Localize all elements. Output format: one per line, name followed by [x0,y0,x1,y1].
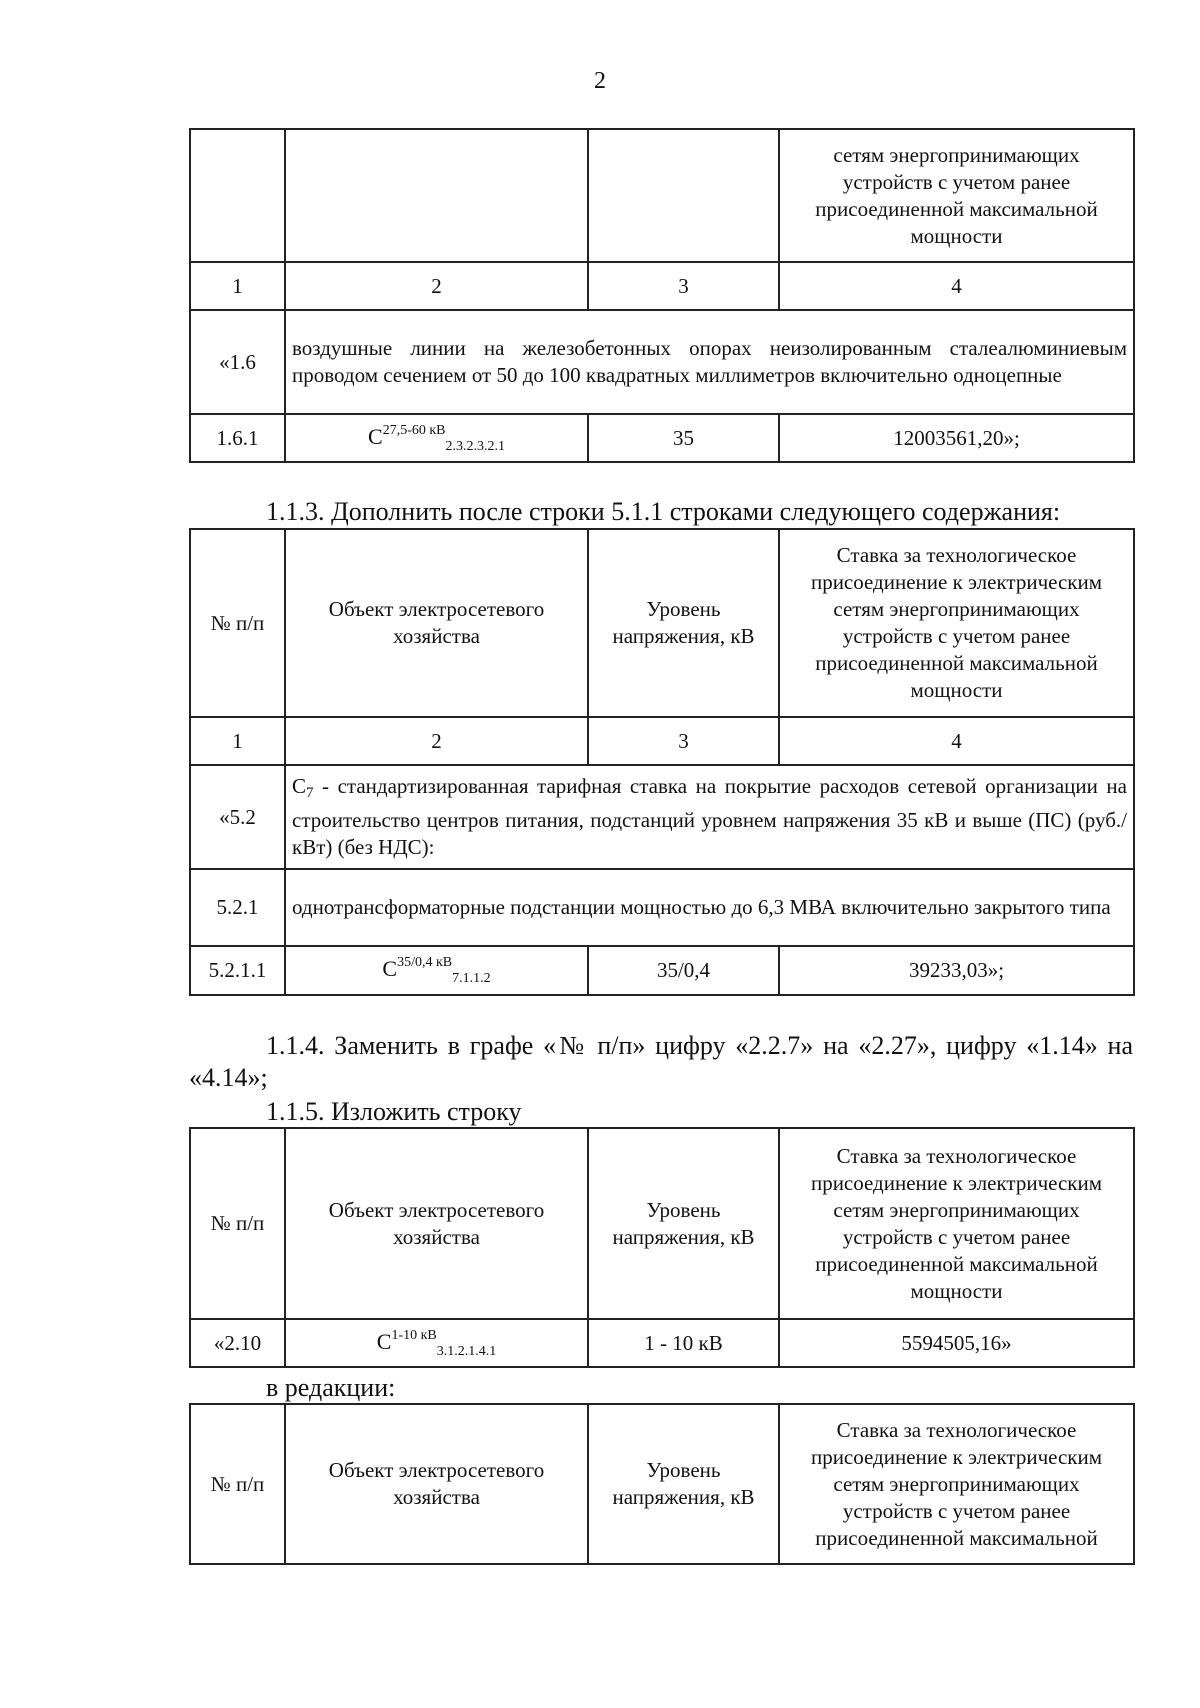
formula-cell [285,1319,588,1367]
column-number: 2 [285,717,588,765]
column-number-row [190,717,1134,765]
column-number-row [190,262,1134,310]
c-subscript: 7 [306,785,314,801]
rate-cell: 5594505,16» [779,1319,1134,1367]
voltage-cell: 35/0,4 [588,946,779,995]
table-replace-row [189,1127,1135,1368]
header-voltage: Уровень напряжения, кВ [588,1404,779,1564]
formula-cell [285,414,588,462]
header-rate: Ставка за технологическое присоединение к электрическим сетям энергопринимающих устройств с учетом ранее присоединенной максимальной мощности [779,1128,1134,1319]
column-number: 1 [190,717,285,765]
header-row [190,1404,1134,1564]
formula-sub: 2.3.2.3.2.1 [445,438,505,454]
header-rate: Ставка за технологическое присоединение к электрическим сетям энергопринимающих устройств с учетом ранее присоединенной максимальной [779,1404,1134,1564]
header-object: Объект электросетевого хозяйства [285,1128,588,1319]
header-empty-cell [588,129,779,262]
paragraph-1-1-3: 1.1.3. Дополнить после строки 5.1.1 строками следующего содержания: [266,497,1061,526]
column-number: 1 [190,262,285,310]
c-letter: С [292,774,307,798]
column-number: 2 [285,262,588,310]
row-number: 1.6.1 [190,414,285,462]
formula-base: С [368,423,383,449]
header-object: Объект электросетевого хозяйства [285,1404,588,1564]
header-row [190,529,1134,717]
header-voltage: Уровень напряжения, кВ [588,1128,779,1319]
table-additions [189,528,1135,996]
row-number: 5.2.1 [190,869,285,946]
voltage-cell: 1 - 10 кВ [588,1319,779,1367]
paragraph-in-redaction: в редакции: [266,1373,396,1402]
section-description: воздушные линии на железобетонных опорах неизолированным сталеалюминиевым проводом сечением от 50 до 100 квадратных миллиметров включительно одноцепные [285,310,1134,414]
data-row [190,414,1134,462]
header-empty-cell [285,129,588,262]
table-new-edition [189,1403,1135,1565]
section-row [190,310,1134,414]
rate-cell: 39233,03»; [779,946,1134,995]
table-row [190,129,1134,262]
header-num: № п/п [190,529,285,717]
column-number: 4 [779,262,1134,310]
row-number: «1.6 [190,310,285,414]
rate-cell: 12003561,20»; [779,414,1134,462]
table-continuation [189,128,1135,463]
subsection-row [190,869,1134,946]
section-row [190,765,1134,869]
column-number: 3 [588,717,779,765]
header-num: № п/п [190,1404,285,1564]
section-description [285,765,1134,869]
paragraph-1-1-5: 1.1.5. Изложить строку [266,1097,522,1126]
row-number: 5.2.1.1 [190,946,285,995]
header-rate-cell: сетям энергопринимающих устройств с учетом ранее присоединенной максимальной мощности [779,129,1134,262]
header-empty-cell [190,129,285,262]
header-voltage: Уровень напряжения, кВ [588,529,779,717]
column-number: 3 [588,262,779,310]
subsection-description: однотрансформаторные подстанции мощностью до 6,3 МВА включительно закрытого типа [285,869,1134,946]
paragraph-1-1-4: 1.1.4. Заменить в графе «№ п/п» цифру «2.2.7» на «2.27», цифру «1.14» на «4.14»; [189,1031,1133,1092]
row-number: «5.2 [190,765,285,869]
voltage-cell: 35 [588,414,779,462]
header-num: № п/п [190,1128,285,1319]
formula-sup: 1-10 кВ [391,1327,437,1343]
formula-base: С [382,956,398,981]
header-object: Объект электросетевого хозяйства [285,529,588,717]
formula-base: С [376,1328,392,1354]
formula-sub: 3.1.2.1.4.1 [436,1343,497,1359]
formula-sub: 7.1.1.2 [452,971,491,986]
data-row [190,1319,1134,1367]
header-rate: Ставка за технологическое присоединение к электрическим сетям энергопринимающих устройств с учетом ранее присоединенной максимальной мощности [779,529,1134,717]
formula-sup: 35/0,4 кВ [397,955,453,970]
section-text: - стандартизированная тарифная ставка на покрытие расходов сетевой организации на строительство центров питания, подстанций уровнем напряжения 35 кВ и выше (ПС) (руб./кВт) (без НДС): [292,774,1127,859]
formula-sup: 27,5-60 кВ [382,422,446,438]
column-number: 4 [779,717,1134,765]
header-row [190,1128,1134,1319]
page-number: 2 [594,68,606,94]
formula-cell [285,946,588,995]
data-row [190,946,1134,995]
row-number: «2.10 [190,1319,285,1367]
